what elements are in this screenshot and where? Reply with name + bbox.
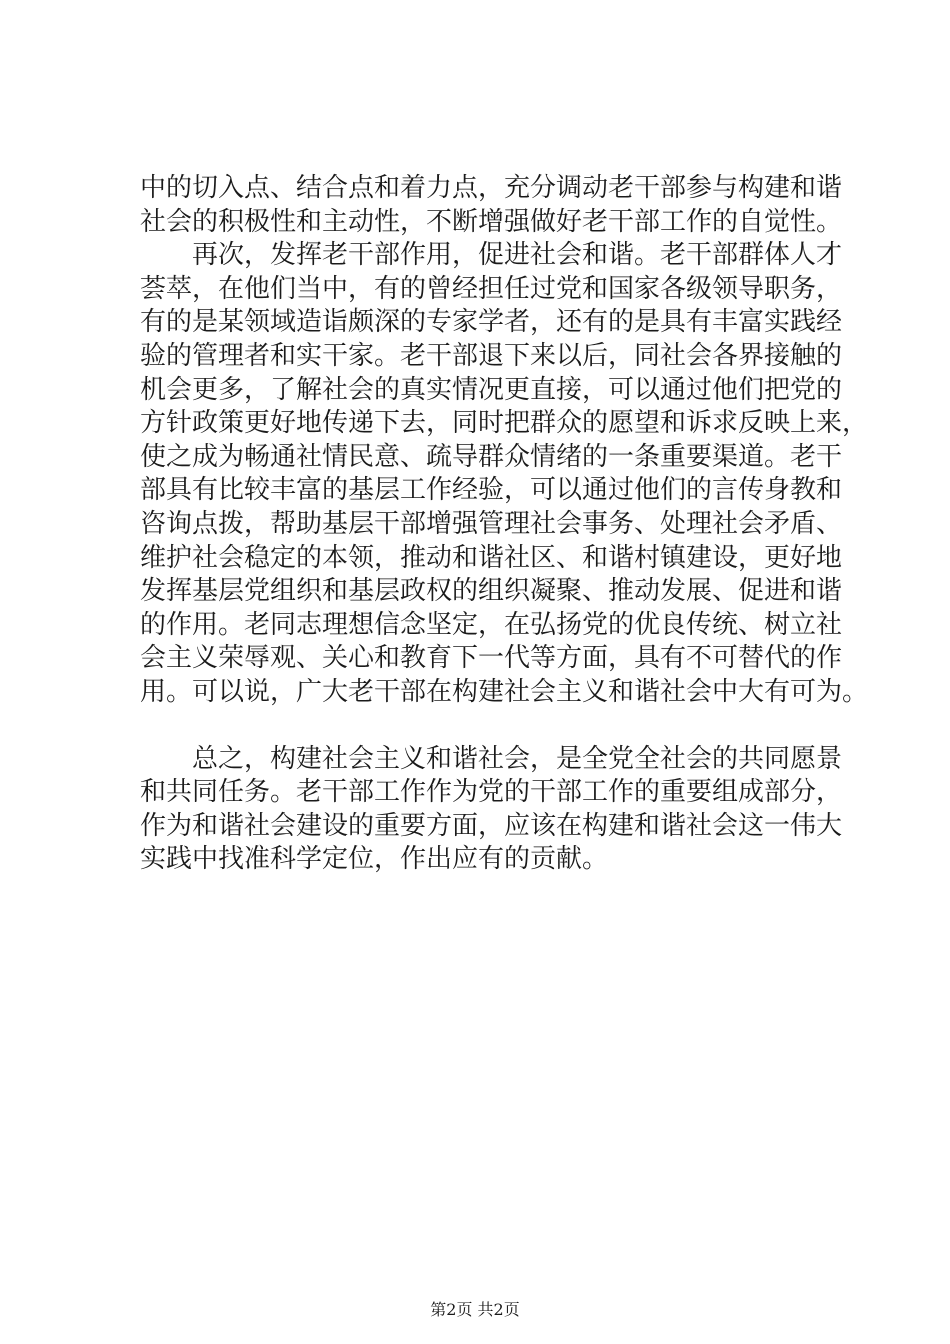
- text-line: 发挥基层党组织和基层政权的组织凝聚、推动发展、促进和谐: [140, 576, 843, 607]
- text-line: 机会更多，了解社会的真实情况更直接，可以通过他们把党的: [140, 374, 843, 405]
- text-line: 会主义荣辱观、关心和教育下一代等方面，具有不可替代的作: [140, 643, 843, 674]
- text-line: 用。可以说，广大老干部在构建社会主义和谐社会中大有可为。: [140, 676, 869, 707]
- text-line: 有的是某领域造诣颇深的专家学者，还有的是具有丰富实践经: [140, 307, 843, 338]
- text-line: 中的切入点、结合点和着力点，充分调动老干部参与构建和谐: [140, 173, 843, 203]
- text-line: 方针政策更好地传递下去，同时把群众的愿望和诉求反映上来，: [140, 408, 869, 439]
- text-line: 作为和谐社会建设的重要方面，应该在构建和谐社会这一伟大: [140, 810, 843, 841]
- paragraph-spacer: [140, 710, 840, 743]
- text-line: 使之成为畅通社情民意、疏导群众情绪的一条重要渠道。老干: [140, 441, 843, 472]
- text-line: 咨询点拨，帮助基层干部增强管理社会事务、处理社会矛盾、: [140, 508, 843, 539]
- text-line: 再次，发挥老干部作用，促进社会和谐。老干部群体人才: [140, 240, 843, 271]
- page-number-footer: 第2页 共2页: [430, 1300, 520, 1319]
- paragraph-block-2: [140, 743, 843, 877]
- paragraph-block-1: [140, 172, 869, 710]
- text-line: 总之，构建社会主义和谐社会，是全党全社会的共同愿景: [140, 743, 843, 774]
- text-line: 实践中找准科学定位，作出应有的贡献。: [140, 844, 609, 875]
- text-line: 社会的积极性和主动性，不断增强做好老干部工作的自觉性。: [140, 206, 843, 237]
- text-line: 的作用。老同志理想信念坚定，在弘扬党的优良传统、树立社: [140, 609, 843, 640]
- text-line: 荟萃，在他们当中，有的曾经担任过党和国家各级领导职务，: [140, 273, 843, 304]
- text-line: 和共同任务。老干部工作作为党的干部工作的重要组成部分，: [140, 777, 843, 808]
- text-line: 部具有比较丰富的基层工作经验，可以通过他们的言传身教和: [140, 475, 843, 506]
- document-body: [140, 172, 869, 877]
- text-line: 维护社会稳定的本领，推动和谐社区、和谐村镇建设，更好地: [140, 542, 843, 573]
- text-line: 验的管理者和实干家。老干部退下来以后，同社会各界接触的: [140, 340, 843, 371]
